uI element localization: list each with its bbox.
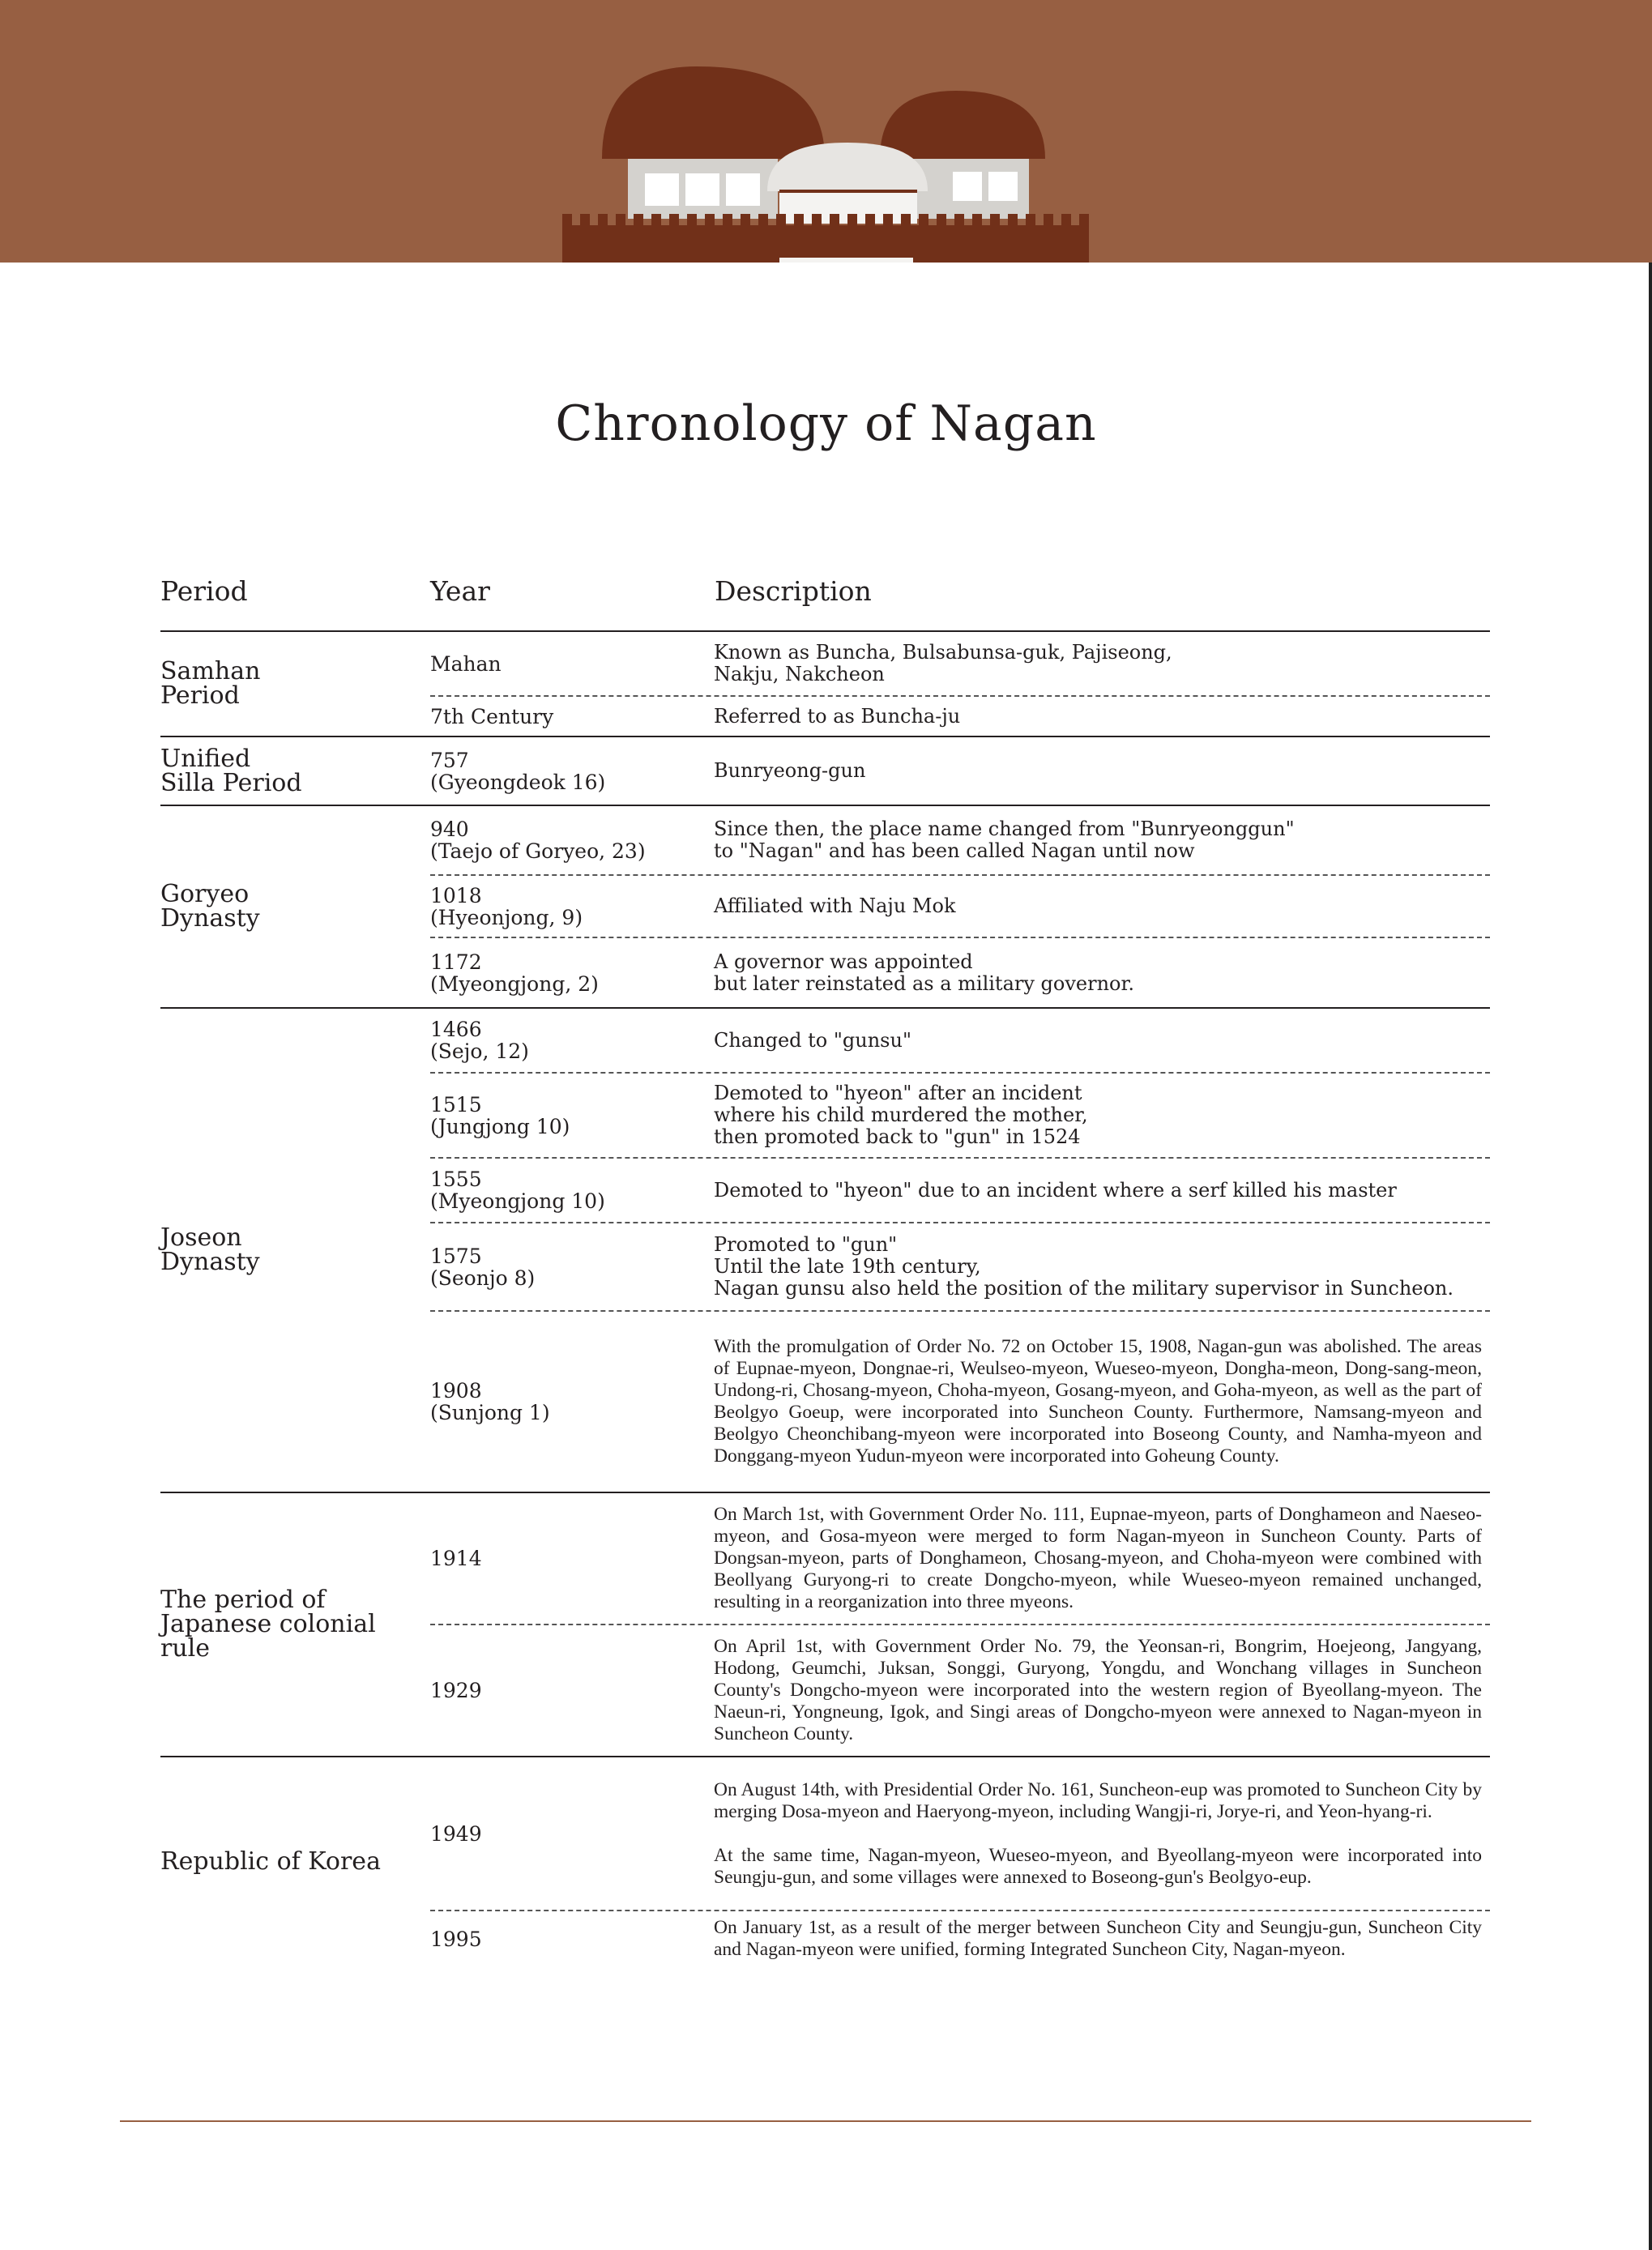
description-paragraph: On January 1st, as a result of the merger between Suncheon City and Seungju-gun, Suncheon City and Nagan-myeon were unified, forming Integrated Suncheon City, Nagan-myeon.: [714, 1917, 1482, 1960]
period-label: Unified Silla Period: [160, 744, 302, 797]
period-group: [160, 736, 1490, 805]
year-cell: 1555 (Myeongjong 10): [430, 1168, 605, 1213]
period-group: [160, 1007, 1490, 1492]
description-cell: Demoted to "hyeon" due to an incident where a serf killed his master: [714, 1178, 1397, 1202]
table-row: [430, 806, 1490, 874]
period-label: Samhan Period: [160, 657, 261, 710]
description-cell: [714, 1917, 1482, 1961]
period-label: The period of Japanese colonial rule: [160, 1586, 376, 1663]
description-cell: Referred to as Buncha-ju: [714, 704, 961, 728]
table-row: [430, 632, 1490, 695]
description-cell: [714, 1636, 1482, 1745]
description-paragraph: On March 1st, with Government Order No. 111, Eupnae-myeon, parts of Donghameon and Naeseo-myeon, and Gosa-myeon were merged to form Nagan-myeon in Suncheon County. Parts of Dongsan-myeon, parts of Donghameon, Chosang-myeon, and Choha-myeon were combined with Beollyang Guryong-ri to create Dongcho-myeon, while Wueseo-myeon remained unchanged, resulting in a reorganization into three myeons.: [714, 1504, 1482, 1612]
footer-divider: [120, 2120, 1531, 2122]
table-row: [430, 1157, 1490, 1222]
year-cell: 1914: [430, 1547, 482, 1570]
year-cell: 940 (Taejo of Goryeo, 23): [430, 818, 646, 863]
description-cell: Affiliated with Naju Mok: [714, 894, 956, 917]
period-group: [160, 1756, 1490, 1966]
table-row: [430, 937, 1490, 1007]
description-cell: [714, 1336, 1482, 1467]
description-cell: [714, 1779, 1482, 1889]
description-paragraph: At the same time, Nagan-myeon, Wueseo-myeon, and Byeollang-myeon were incorporated into Seungju-gun, and some villages were annexed to Boseong-gun's Beolgyo-eup.: [714, 1844, 1482, 1888]
year-cell: 7th Century: [430, 704, 554, 728]
period-group: [160, 1492, 1490, 1756]
description-cell: Changed to "gunsu": [714, 1028, 911, 1052]
description-cell: Promoted to "gun" Until the late 19th century, Nagan gunsu also held the position of the military supervisor in Suncheon.: [714, 1233, 1454, 1300]
year-cell: 757 (Gyeongdeok 16): [430, 748, 606, 794]
year-cell: 1575 (Seonjo 8): [430, 1244, 536, 1290]
description-cell: Since then, the place name changed from "Bunryeonggun" to "Nagan" and has been called Nagan until now: [714, 818, 1295, 862]
table-row: [430, 1757, 1490, 1910]
period-label: Joseon Dynasty: [160, 1223, 260, 1276]
column-header-period: Period: [160, 575, 248, 607]
header-banner: [0, 0, 1652, 263]
description-cell: A governor was appointed but later reinstated as a military governor.: [714, 950, 1134, 995]
period-group: [160, 805, 1490, 1007]
description-paragraph: On April 1st, with Government Order No. 79, the Yeonsan-ri, Bongrim, Hoejeong, Jangyang, Hodong, Geumchi, Juksan, Songgi, Guryong, Yongdu, and Wonchang villages in Suncheon County's Dongcho-myeon were incorporated into the western region of Byeollang-myeon. The Naeun-ri, Yongneung, Igok, and Singi areas of Dongcho-myeon were annexed to Nagan-myeon in Suncheon County.: [714, 1636, 1482, 1744]
hanok-house-illustration: [0, 0, 1652, 263]
table-row: [430, 874, 1490, 937]
year-cell: Mahan: [430, 651, 502, 676]
table-row: [430, 1624, 1490, 1756]
table-row: [430, 695, 1490, 736]
year-cell: 1949: [430, 1821, 482, 1846]
year-cell: 1018 (Hyeonjong, 9): [430, 883, 583, 929]
table-row: [430, 1072, 1490, 1157]
year-cell: 1466 (Sejo, 12): [430, 1018, 529, 1063]
table-row: [430, 1222, 1490, 1310]
table-row: [430, 1910, 1490, 1966]
description-cell: Demoted to "hyeon" after an incident where his child murdered the mother, then promoted back to "gun" in 1524: [714, 1082, 1088, 1148]
description-cell: [714, 1504, 1482, 1613]
year-cell: 1908 (Sunjong 1): [430, 1379, 550, 1424]
column-header-description: Description: [715, 575, 872, 607]
year-cell: 1929: [430, 1679, 482, 1702]
year-cell: 1995: [430, 1927, 482, 1951]
year-cell: 1172 (Myeongjong, 2): [430, 950, 599, 996]
page-title: Chronology of Nagan: [555, 395, 1097, 452]
description-paragraph: On August 14th, with Presidential Order No. 161, Suncheon-eup was promoted to Suncheon City by merging Dosa-myeon and Haeryong-myeon, including Wangji-ri, Jorye-ri, and Yeon-hyang-ri.: [714, 1778, 1482, 1822]
page-edge: [1649, 263, 1652, 2250]
column-header-year: Year: [430, 575, 490, 607]
chronology-table: [160, 630, 1490, 1966]
year-cell: 1515 (Jungjong 10): [430, 1092, 570, 1138]
period-group: [160, 630, 1490, 736]
table-row: [430, 1493, 1490, 1624]
table-row: [430, 1310, 1490, 1492]
period-label: Goryeo Dynasty: [160, 880, 260, 933]
table-row: [430, 737, 1490, 805]
table-row: [430, 1009, 1490, 1072]
description-cell: Known as Buncha, Bulsabunsa-guk, Pajiseong, Nakju, Nakcheon: [714, 641, 1172, 685]
period-label: Republic of Korea: [160, 1847, 381, 1876]
description-paragraph: With the promulgation of Order No. 72 on October 15, 1908, Nagan-gun was abolished. The areas of Eupnae-myeon, Dongnae-ri, Weulseo-myeon, Wueseo-myeon, Dongha-meon, Dong-sang-meon, Undong-ri, Chosang-myeon, Choha-myeon, Gosang-myeon, and Goha-myeon, as well as the part of Beolgyo Goeup, were incorporated into Suncheon County. Furthermore, Namsang-myeon and Beolgyo Cheonchibang-myeon were incorporated into Boseong County, and Namha-myeon and Donggang-myeon Yudun-myeon were incorporated into Goheung County.: [714, 1336, 1482, 1467]
description-cell: Bunryeong-gun: [714, 759, 866, 782]
